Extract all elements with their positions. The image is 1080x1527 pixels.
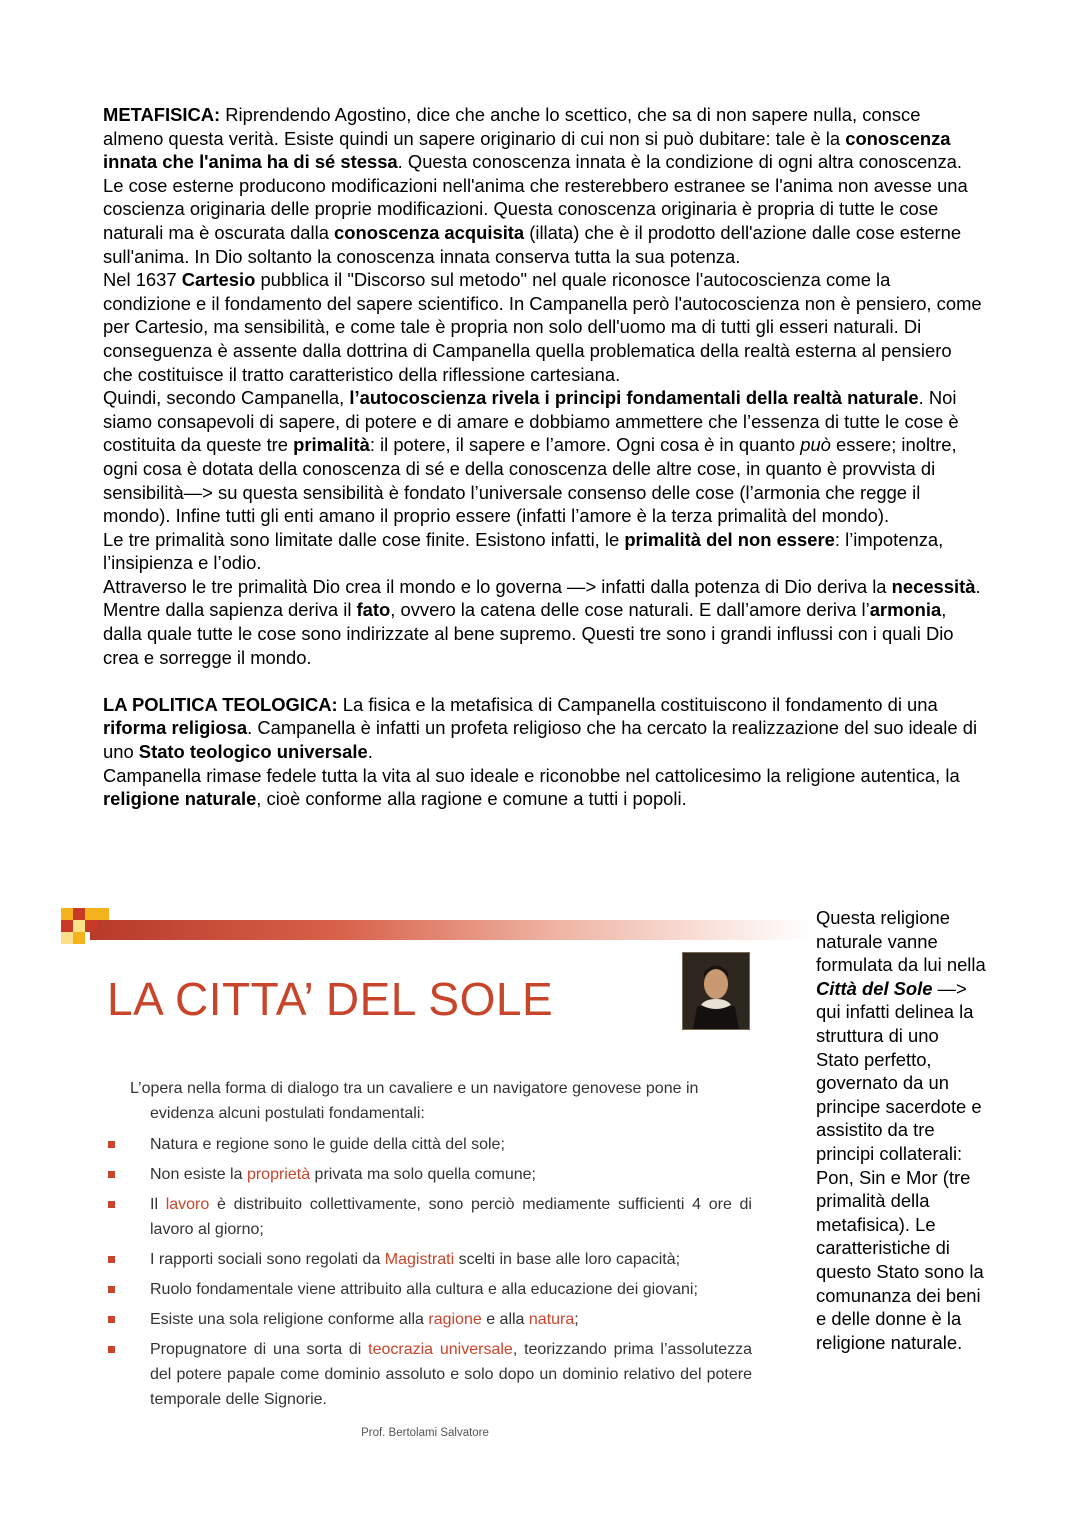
metafisica-p5: Le tre primalità sono limitate dalle cose finite. Esistono infatti, le primalità del non essere: l’impotenza, l’insipienza e l’odio. xyxy=(103,528,944,574)
side-note: Questa religione naturale vanne formulata da lui nella Città del Sole —> qui infatti delinea la struttura di uno Stato perfetto, governato da un principe sacerdote e assistito da tre principi collaterali: Pon, Sin e Mor (tre primalità della metafisica). Le caratteristiche di questo Stato sono la comunanza dei beni e delle donne è la religione naturale. xyxy=(816,907,986,1353)
metafisica-p1: METAFISICA: Riprendendo Agostino, dice che anche lo scettico, che sa di non sapere nulla, consce almeno questa verità. Esiste quindi un sapere originario di cui non si può dubitare: tale è la conoscenza innata che l'anima ha di sé stessa. Questa conoscenza innata è la condizione di ogni altra conoscenza. xyxy=(103,104,963,173)
portrait-image xyxy=(682,952,750,1030)
metafisica-p3: Nel 1637 Cartesio pubblica il "Discorso sul metodo" nel quale riconosce l'autocoscienza come la condizione e il fondamento del sapere scientifico. In Campanella però l'autocoscienza non è pensiero, come per Cartesio, ma sensibilità, e come tale è propria non solo dell'uomo ma di tutti gli esseri naturali. Di conseguenza è assente dalla dottrina di Campanella quella problematica della realtà esterna al pensiero che costituisce il tratto caratteristico della riflessione cartesiana. xyxy=(103,269,982,385)
bullet-icon xyxy=(108,1171,115,1178)
decor-square xyxy=(61,932,73,944)
bullet-icon xyxy=(108,1346,115,1353)
decor-square xyxy=(97,908,109,920)
metafisica-p4: Quindi, secondo Campanella, l’autocoscienza rivela i principi fondamentali della realtà naturale. Noi siamo consapevoli di sapere, di potere e di amare e dobbiamo ammettere che l’essenza di tutte le cose è costituita da queste tre primalità: il potere, il sapere e l’amore. Ogni cosa è in quanto può essere; inoltre, ogni cosa è dotata della conoscenza di sé e della conoscenza delle altre cose, in quanto è provvista di sensibilità—> su questa sensibilità è fondato l’universale consenso delle cose (l’armonia che regge il mondo). Infine tutti gli enti amano il proprio essere (infatti l’amore è la terza primalità del mondo). xyxy=(103,387,959,527)
politica-heading: LA POLITICA TEOLOGICA: xyxy=(103,693,338,715)
main-text xyxy=(103,103,983,811)
metafisica-p6: Attraverso le tre primalità Dio crea il mondo e lo governa —> infatti dalla potenza di Dio deriva la necessità. Mentre dalla sapienza deriva il fato, ovvero la catena delle cose naturali. E dall’amore deriva l’armonia, dalla quale tutte le cose sono indirizzate al bene supremo. Questi tre sono i grandi influssi con i quali Dio crea e sorregge il mondo. xyxy=(103,575,981,668)
list-item: I rapporti sociali sono regolati da Magistrati scelti in base alle loro capacità; xyxy=(105,1247,752,1272)
slide-bullets xyxy=(105,1132,752,1412)
metafisica-heading: METAFISICA: xyxy=(103,104,221,125)
portrait-icon xyxy=(683,953,749,1029)
politica-p1: LA POLITICA TEOLOGICA: La fisica e la metafisica di Campanella costituiscono il fondamento di una riforma religiosa. Campanella è infatti un profeta religioso che ha cercato la realizzazione del suo ideale di uno Stato teologico universale. xyxy=(103,693,978,763)
bullet-icon xyxy=(108,1141,115,1148)
decor-square xyxy=(73,920,85,932)
list-item: Ruolo fondamentale viene attribuito alla cultura e alla educazione dei giovani; xyxy=(105,1277,752,1302)
slide-body xyxy=(105,1076,752,1417)
decor-square xyxy=(61,920,73,932)
list-item: Esiste una sola religione conforme alla ragione e alla natura; xyxy=(105,1307,752,1332)
list-item: Natura e regione sono le guide della città del sole; xyxy=(105,1132,752,1157)
metafisica-p2: Le cose esterne producono modificazioni nell'anima che resterebbero estranee se l'anima non avesse una coscienza originaria delle proprie modificazioni. Questa conoscenza originaria è propria di tutte le cose naturali ma è oscurata dalla conoscenza acquisita (illata) che è il prodotto dell'azione dalle cose esterne sull'anima. In Dio soltanto la conoscenza innata conserva tutta la sua potenza. xyxy=(103,174,968,267)
decor-square xyxy=(73,908,85,920)
bullet-icon xyxy=(108,1286,115,1293)
slide-title: LA CITTA’ DEL SOLE xyxy=(107,973,554,1025)
decor-square xyxy=(73,932,85,944)
politica-p2: Campanella rimase fedele tutta la vita al suo ideale e riconobbe nel cattolicesimo la religione autentica, la religione naturale, cioè conforme alla ragione e comune a tutti i popoli. xyxy=(103,764,960,810)
slide-intro: L’opera nella forma di dialogo tra un cavaliere e un navigatore genovese pone in evidenza alcuni postulati fondamentali: xyxy=(130,1080,699,1122)
list-item: Propugnatore di una sorta di teocrazia universale, teorizzando prima l’assolutezza del potere papale come dominio assoluto e solo dopo un dominio relativo del potere temporale delle Signorie. xyxy=(105,1337,752,1412)
decor-square xyxy=(85,920,97,932)
list-item: Il lavoro è distribuito collettivamente, sono perciò mediamente sufficienti 4 ore di lavoro al giorno; xyxy=(105,1192,752,1242)
bullet-icon xyxy=(108,1316,115,1323)
slide-header-bar xyxy=(90,920,810,940)
slide-footer: Prof. Bertolami Salvatore xyxy=(361,1427,489,1439)
list-item: Non esiste la proprietà privata ma solo quella comune; xyxy=(105,1162,752,1187)
slide-citta-del-sole xyxy=(55,900,795,1460)
bullet-icon xyxy=(108,1201,115,1208)
bullet-icon xyxy=(108,1256,115,1263)
decor-square xyxy=(61,908,73,920)
decor-square xyxy=(85,908,97,920)
